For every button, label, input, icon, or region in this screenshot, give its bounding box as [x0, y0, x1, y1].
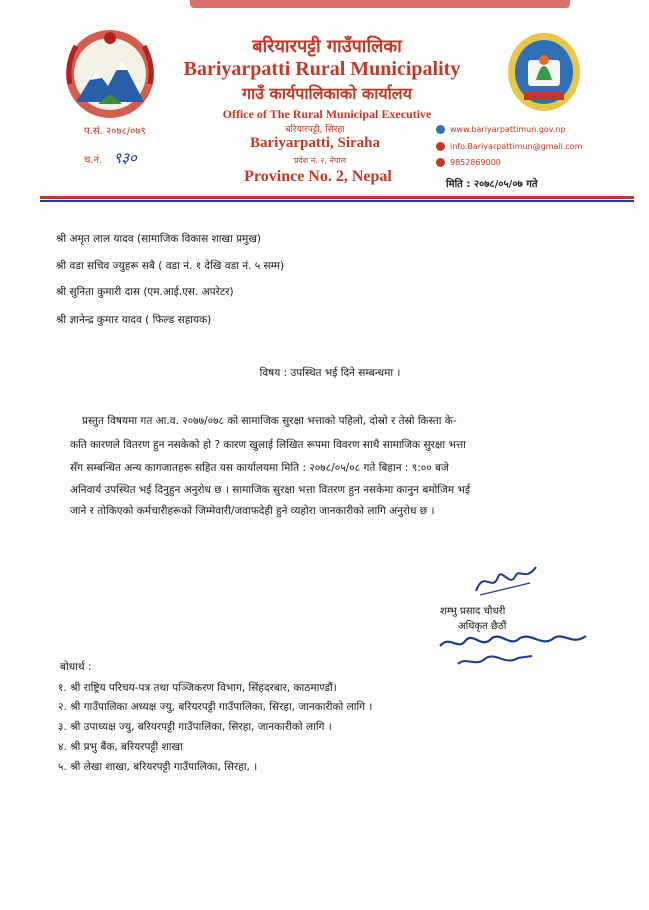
dispatch-label: च.नं. — [84, 155, 103, 166]
official-name-stamp — [436, 628, 596, 670]
signatory-name: शम्भु प्रसाद चौधरी — [440, 606, 506, 617]
handwritten-signature — [470, 563, 540, 599]
header-color-strip — [190, 0, 570, 8]
email-row — [436, 142, 583, 151]
email-icon — [436, 142, 445, 151]
phone-icon — [436, 158, 445, 167]
recipient-line: श्री सुनिता कुमारी दास (एम.आई.एस. अपरेटर) — [56, 286, 234, 298]
cc-heading: बोधार्थ : — [60, 661, 92, 673]
body-paragraph-line: सँग सम्बन्धित अन्य कागजातहरू सहित यस कार्यालयमा मिति : २०७८/०५/०८ गते बिहान : ९:०० बजे — [70, 462, 449, 474]
body-paragraph-line: अनिवार्य उपस्थित भई दिनुहुन अनुरोध छ । सामाजिक सुरक्षा भत्ता वितरण हुन नसकेमा कानुन बमोजिम भई — [70, 484, 470, 496]
header-divider-blue — [40, 200, 634, 202]
province-nepali: प्रदेश नं. २, नेपाल — [293, 156, 347, 165]
recipient-line: श्री ज्ञानेन्द्र कुमार यादव ( फिल्ड सहायक) — [56, 314, 212, 326]
cc-list-item: ५. श्री लेखा शाखा, बरियरपट्टी गाउँपालिका, सिरहा, । — [58, 761, 258, 773]
letter-subject: विषय : उपस्थित भई दिने सम्बन्धमा । — [259, 367, 401, 379]
website: www.bariyarpattimun.gov.np — [450, 125, 566, 134]
cc-list-item: ४. श्री प्रभु बैंक, बरियरपट्टी शाखा — [58, 741, 183, 753]
office-name-english: Office of The Rural Municipal Executive — [222, 107, 432, 121]
dispatch-number-row — [84, 148, 137, 168]
header-divider-red — [40, 196, 634, 199]
address-english: Bariyarpatti, Siraha — [250, 135, 380, 151]
signatory-title: अधिकृत छैठौं — [458, 621, 507, 632]
body-paragraph-line: प्रस्तुत विषयमा गत आ.व. २०७७/०७८ को सामाजिक सुरक्षा भत्ताको पहिलो, दोस्रो र तेस्रो किस्ता के- — [82, 415, 457, 427]
address-nepali: बरियारपट्टी, सिरहा — [285, 125, 345, 135]
phone: 9852869000 — [450, 158, 501, 167]
email: info.Bariyarpattimun@gmail.com — [450, 142, 583, 151]
municipality-name-english: Bariyarpatti Rural Municipality — [183, 58, 461, 80]
body-paragraph-line: जाने र तोकिएको कर्मचारीहरूको जिम्मेवारी/जवाफदेही हुने व्यहोरा जानकारीको लागि अनुरोध छ । — [70, 505, 435, 517]
fiscal-year: प.सं. २०७८/०७९ — [84, 126, 146, 137]
recipient-line: श्री अमृत लाल यादव (सामाजिक विकास शाखा प्रमुख) — [56, 233, 262, 245]
cc-list-item: ३. श्री उपाध्यक्ष ज्यु, बरियरपट्टी गाउँपालिका, सिरहा, जानकारीको लागि । — [58, 721, 332, 733]
cc-list-item: २. श्री गाउँपालिका अध्यक्ष ज्यु, बरियरपट्टी गाउँपालिका, सिरहा, जानकारीको लागि । — [58, 701, 373, 713]
nepal-emblem-logo — [62, 24, 158, 120]
letter-date: मिति : २०७८/०५/०७ गते — [446, 179, 538, 190]
municipality-name-nepali: बरियारपट्टी गाउँपालिका — [252, 36, 402, 57]
globe-icon — [436, 125, 445, 134]
body-paragraph-line: कति कारणले वितरण हुन नसकेको हो ? कारण खुलाई लिखित रूपमा विवरण साथै सामाजिक सुरक्षा भत्ता — [70, 439, 466, 451]
website-row — [436, 125, 566, 134]
recipient-line: श्री वडा सचिव ज्युहरू सबै ( वडा नं. १ देखि वडा नं. ५ सम्म) — [56, 260, 285, 272]
phone-row — [436, 158, 501, 167]
cc-list-item: १. श्री राष्ट्रिय परिचय-पत्र तथा पञ्जिकरण विभाग, सिंहदरबार, काठमाण्डौं। — [58, 682, 337, 694]
dispatch-number: ९३० — [113, 151, 137, 167]
municipality-logo — [506, 30, 582, 112]
office-name-nepali: गाउँ कार्यपालिकाको कार्यालय — [242, 84, 412, 103]
province-english: Province No. 2, Nepal — [244, 168, 392, 185]
